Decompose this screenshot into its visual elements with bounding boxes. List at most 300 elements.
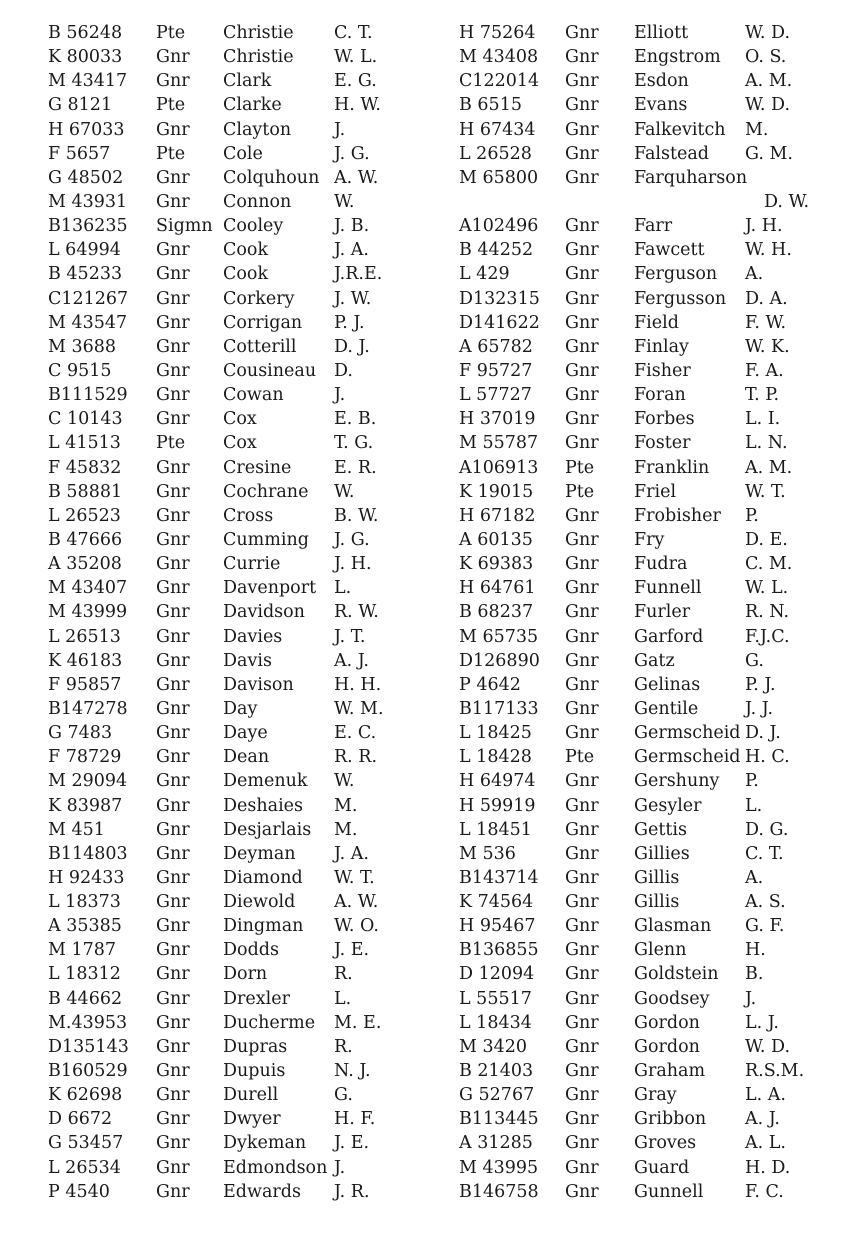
entry-rank: Gnr <box>565 409 599 430</box>
entry-num: L 64994 <box>48 240 121 261</box>
entry-initials: J. <box>334 1157 346 1178</box>
entry-initials: W. L. <box>334 47 378 68</box>
entry-initials: M. E. <box>334 1012 382 1033</box>
entry-rank: Gnr <box>156 747 190 768</box>
entry-surname: Clark <box>223 71 272 92</box>
entry-initials: J. <box>334 385 346 406</box>
entry-rank: Gnr <box>156 1157 190 1178</box>
entry-initials: R. <box>334 964 353 985</box>
entry-num: F 45832 <box>48 457 122 478</box>
entry-rank: Gnr <box>565 360 599 381</box>
entry-num: F 5657 <box>48 143 111 164</box>
entry-num: G 7483 <box>48 723 113 744</box>
entry-initials: A. W. <box>334 892 379 913</box>
entry-rank: Gnr <box>156 191 190 212</box>
entry-num: B 56248 <box>48 23 123 43</box>
roll-entry <box>459 407 839 431</box>
roll-entry <box>459 625 839 649</box>
roll-entry <box>459 938 839 962</box>
entry-initials: L. J. <box>745 1012 779 1033</box>
entry-surname: Ferguson <box>634 264 718 285</box>
entry-surname: Glasman <box>634 916 712 937</box>
entry-num: D 12094 <box>459 964 535 985</box>
entry-initials: M. <box>334 819 358 840</box>
entry-surname: Esdon <box>634 71 689 92</box>
roll-entry <box>459 262 839 286</box>
roll-entry <box>459 552 839 576</box>
entry-num: L 55517 <box>459 988 532 1009</box>
entry-rank: Gnr <box>565 964 599 985</box>
entry-initials: J. <box>334 119 346 140</box>
entry-rank: Gnr <box>156 481 190 502</box>
entry-initials: H. F. <box>334 1109 376 1130</box>
roll-entry <box>48 238 440 262</box>
entry-initials: E. G. <box>334 71 377 92</box>
entry-initials: R. R. <box>334 747 378 768</box>
entry-rank: Gnr <box>156 771 190 792</box>
roll-entry <box>48 383 440 407</box>
entry-rank: Gnr <box>156 674 190 695</box>
entry-rank: Gnr <box>565 336 599 357</box>
roll-entry <box>48 504 440 528</box>
entry-num: K 69383 <box>459 554 534 575</box>
roll-entry <box>459 818 839 842</box>
roll-entry <box>459 190 839 214</box>
entry-rank: Gnr <box>156 843 190 864</box>
entry-initials: D. J. <box>745 723 781 744</box>
entry-rank: Gnr <box>565 819 599 840</box>
entry-surname: Garford <box>634 626 704 647</box>
entry-initials: G. <box>334 1085 353 1106</box>
entry-num: A 60135 <box>459 529 533 550</box>
entry-surname: Farquharson <box>634 167 748 188</box>
entry-num: M 65735 <box>459 626 539 647</box>
entry-initials: R. N. <box>745 602 790 623</box>
right-column <box>459 21 839 1204</box>
entry-rank: Gnr <box>565 1133 599 1154</box>
roll-entry <box>48 118 440 142</box>
entry-surname: Goldstein <box>634 964 719 985</box>
entry-num: M 451 <box>48 819 105 840</box>
roll-entry <box>48 528 440 552</box>
entry-num: M 43408 <box>459 47 539 68</box>
roll-entry <box>459 504 839 528</box>
entry-initials: E. R. <box>334 457 377 478</box>
entry-initials: D. W. <box>764 191 810 212</box>
entry-rank: Gnr <box>565 1012 599 1033</box>
entry-num: L 18451 <box>459 819 532 840</box>
entry-num: C 9515 <box>48 360 112 381</box>
entry-initials: G. F. <box>745 916 785 937</box>
entry-surname: Cook <box>223 240 269 261</box>
entry-rank: Gnr <box>565 433 599 454</box>
entry-num: D126890 <box>459 650 540 671</box>
entry-num: H 95467 <box>459 916 536 937</box>
entry-rank: Gnr <box>565 119 599 140</box>
entry-initials: J. G. <box>334 143 370 164</box>
entry-initials: W. D. <box>745 23 791 43</box>
entry-rank: Gnr <box>565 1157 599 1178</box>
entry-surname: Demenuk <box>223 771 308 792</box>
entry-surname: Davies <box>223 626 283 647</box>
entry-initials: C. T. <box>745 843 784 864</box>
entry-surname: Gribbon <box>634 1109 707 1130</box>
entry-surname: Dorn <box>223 964 268 985</box>
entry-surname: Diewold <box>223 892 296 913</box>
roll-entry <box>48 142 440 166</box>
entry-surname: Desjarlais <box>223 819 312 840</box>
entry-initials: W. <box>334 481 355 502</box>
entry-surname: Clayton <box>223 119 292 140</box>
entry-surname: Gillis <box>634 867 680 888</box>
entry-surname: Dupuis <box>223 1061 286 1082</box>
entry-initials: F. W. <box>745 312 787 333</box>
entry-rank: Gnr <box>156 288 190 309</box>
roll-entry <box>459 600 839 624</box>
entry-rank: Gnr <box>156 892 190 913</box>
entry-initials: D. <box>334 360 353 381</box>
entry-num: M 43407 <box>48 578 128 599</box>
entry-initials: J. W. <box>334 288 372 309</box>
entry-rank: Gnr <box>565 240 599 261</box>
entry-surname: Ducherme <box>223 1012 316 1033</box>
entry-rank: Gnr <box>565 940 599 961</box>
entry-rank: Gnr <box>565 1036 599 1057</box>
entry-initials: G. <box>745 650 764 671</box>
entry-initials: J. J. <box>745 698 774 719</box>
entry-surname: Fry <box>634 529 665 550</box>
roll-entry <box>48 1011 440 1035</box>
entry-rank: Gnr <box>156 1012 190 1033</box>
entry-initials: H. <box>745 940 766 961</box>
entry-rank: Gnr <box>565 626 599 647</box>
entry-surname: Cook <box>223 264 269 285</box>
roll-entry <box>48 262 440 286</box>
entry-surname: Drexler <box>223 988 290 1009</box>
roll-entry <box>459 1180 839 1204</box>
entry-surname: Dykeman <box>223 1133 307 1154</box>
entry-num: L 429 <box>459 264 510 285</box>
entry-initials: L. I. <box>745 409 781 430</box>
entry-surname: Cole <box>223 143 263 164</box>
entry-initials: B. <box>745 964 764 985</box>
roll-entry <box>459 287 839 311</box>
roll-entry <box>48 311 440 335</box>
entry-rank: Gnr <box>565 167 599 188</box>
entry-initials: A. M. <box>745 457 793 478</box>
entry-surname: Engstrom <box>634 47 721 68</box>
entry-initials: A. S. <box>745 892 786 913</box>
entry-surname: Guard <box>634 1157 690 1178</box>
roll-entry <box>459 456 839 480</box>
roll-entry <box>459 142 839 166</box>
entry-initials: D. G. <box>745 819 789 840</box>
entry-initials: W. K. <box>745 336 790 357</box>
entry-rank: Gnr <box>156 71 190 92</box>
entry-surname: Dwyer <box>223 1109 281 1130</box>
entry-initials: J.R.E. <box>334 264 383 285</box>
entry-initials: J. G. <box>334 529 370 550</box>
entry-rank: Gnr <box>156 602 190 623</box>
entry-surname: Dingman <box>223 916 304 937</box>
entry-num: M 3420 <box>459 1036 528 1057</box>
entry-initials: W. D. <box>745 95 791 116</box>
entry-rank: Gnr <box>565 385 599 406</box>
entry-num: L 26513 <box>48 626 121 647</box>
entry-initials: J. A. <box>334 843 369 864</box>
roll-entry <box>48 1180 440 1204</box>
entry-surname: Friel <box>634 481 677 502</box>
entry-num: M 43417 <box>48 71 128 92</box>
entry-surname: Glenn <box>634 940 687 961</box>
entry-rank: Gnr <box>156 360 190 381</box>
entry-rank: Gnr <box>156 457 190 478</box>
entry-num: H 64761 <box>459 578 536 599</box>
entry-surname: Gatz <box>634 650 675 671</box>
entry-initials: A. J. <box>745 1109 780 1130</box>
entry-initials: W. O. <box>334 916 379 937</box>
entry-rank: Gnr <box>156 626 190 647</box>
entry-initials: P. J. <box>334 312 365 333</box>
entry-initials: W. T. <box>745 481 786 502</box>
entry-initials: H. D. <box>745 1157 791 1178</box>
roll-entry <box>48 745 440 769</box>
entry-num: B146758 <box>459 1181 539 1202</box>
entry-num: M 3688 <box>48 336 117 357</box>
entry-rank: Gnr <box>565 143 599 164</box>
entry-surname: Corrigan <box>223 312 303 333</box>
entry-num: F 78729 <box>48 747 122 768</box>
entry-num: P 4642 <box>459 674 521 695</box>
entry-num: A 65782 <box>459 336 533 357</box>
entry-surname: Graham <box>634 1061 706 1082</box>
roll-entry <box>48 962 440 986</box>
entry-initials: T. G. <box>334 433 374 454</box>
roll-entry <box>459 1107 839 1131</box>
entry-num: B160529 <box>48 1061 128 1082</box>
entry-rank: Gnr <box>156 964 190 985</box>
entry-num: K 19015 <box>459 481 534 502</box>
entry-initials: J. B. <box>334 216 370 237</box>
entry-rank: Gnr <box>156 650 190 671</box>
roll-entry <box>459 214 839 238</box>
roll-entry <box>459 528 839 552</box>
roll-entry <box>48 866 440 890</box>
entry-num: L 26523 <box>48 505 121 526</box>
entry-num: B113445 <box>459 1109 539 1130</box>
entry-surname: Davis <box>223 650 272 671</box>
entry-initials: J. <box>745 988 757 1009</box>
entry-initials: W. <box>334 771 355 792</box>
entry-initials: R. W. <box>334 602 379 623</box>
entry-num: L 26528 <box>459 143 532 164</box>
entry-surname: Gordon <box>634 1012 700 1033</box>
entry-num: M 29094 <box>48 771 128 792</box>
roll-entry <box>48 190 440 214</box>
entry-num: D132315 <box>459 288 540 309</box>
roll-entry <box>459 914 839 938</box>
entry-num: L 18312 <box>48 964 121 985</box>
entry-initials: W. H. <box>745 240 792 261</box>
entry-initials: A. J. <box>334 650 369 671</box>
entry-initials: J. H. <box>334 554 372 575</box>
entry-rank: Gnr <box>156 167 190 188</box>
entry-rank: Gnr <box>156 1109 190 1130</box>
roll-entry <box>48 480 440 504</box>
entry-surname: Falstead <box>634 143 709 164</box>
entry-num: F 95857 <box>48 674 122 695</box>
roll-entry <box>459 431 839 455</box>
entry-rank: Pte <box>156 23 186 43</box>
roll-entry <box>459 118 839 142</box>
entry-initials: P. J. <box>745 674 776 695</box>
roll-entry <box>459 21 839 45</box>
roll-entry <box>459 45 839 69</box>
entry-initials: G. M. <box>745 143 793 164</box>
entry-rank: Gnr <box>156 1061 190 1082</box>
entry-surname: Funnell <box>634 578 702 599</box>
entry-num: H 64974 <box>459 771 536 792</box>
entry-rank: Gnr <box>156 819 190 840</box>
entry-surname: Cotterill <box>223 336 297 357</box>
entry-surname: Gunnell <box>634 1181 704 1202</box>
entry-num: B136235 <box>48 216 128 237</box>
entry-num: H 67033 <box>48 119 125 140</box>
entry-num: B 44252 <box>459 240 534 261</box>
roll-entry <box>48 407 440 431</box>
roll-entry <box>459 745 839 769</box>
entry-initials: W. <box>334 191 355 212</box>
entry-surname: Cowan <box>223 385 284 406</box>
entry-rank: Gnr <box>565 723 599 744</box>
entry-surname: Gelinas <box>634 674 701 695</box>
entry-rank: Gnr <box>565 95 599 116</box>
entry-num: B 44662 <box>48 988 123 1009</box>
roll-entry <box>459 866 839 890</box>
roll-entry <box>459 987 839 1011</box>
entry-surname: Field <box>634 312 679 333</box>
entry-surname: Gillies <box>634 843 690 864</box>
entry-num: M 65800 <box>459 167 539 188</box>
roll-entry <box>48 287 440 311</box>
entry-surname: Gray <box>634 1085 677 1106</box>
entry-num: H 75264 <box>459 23 536 43</box>
roll-entry <box>459 1131 839 1155</box>
entry-initials: A. M. <box>745 71 793 92</box>
roll-entry <box>459 1011 839 1035</box>
entry-num: M 43999 <box>48 602 128 623</box>
roll-entry <box>48 842 440 866</box>
entry-surname: Finlay <box>634 336 689 357</box>
roll-entry <box>48 45 440 69</box>
entry-rank: Gnr <box>565 650 599 671</box>
entry-initials: A. W. <box>334 167 379 188</box>
roll-entry <box>459 383 839 407</box>
entry-rank: Gnr <box>565 795 599 816</box>
entry-num: K 74564 <box>459 892 534 913</box>
entry-surname: Edwards <box>223 1181 301 1202</box>
entry-initials: J. R. <box>334 1181 370 1202</box>
roll-entry <box>48 1107 440 1131</box>
entry-num: K 80033 <box>48 47 123 68</box>
entry-surname: Currie <box>223 554 281 575</box>
roll-entry <box>48 794 440 818</box>
entry-initials: P. <box>745 505 759 526</box>
entry-initials: M. <box>334 795 358 816</box>
roll-entry <box>459 166 839 190</box>
entry-num: L 18428 <box>459 747 532 768</box>
roll-entry <box>459 1059 839 1083</box>
entry-initials: O. S. <box>745 47 787 68</box>
entry-rank: Gnr <box>565 1109 599 1130</box>
roll-entry <box>48 600 440 624</box>
entry-surname: Clarke <box>223 95 282 116</box>
entry-num: H 37019 <box>459 409 536 430</box>
roll-entry <box>48 697 440 721</box>
entry-rank: Gnr <box>156 312 190 333</box>
entry-initials: D. J. <box>334 336 370 357</box>
entry-initials: D. E. <box>745 529 788 550</box>
roll-entry <box>459 1083 839 1107</box>
entry-num: G 8121 <box>48 95 113 116</box>
roll-entry <box>459 673 839 697</box>
entry-num: K 62698 <box>48 1085 123 1106</box>
entry-initials: T. P. <box>745 385 780 406</box>
entry-num: B 47666 <box>48 529 123 550</box>
entry-rank: Gnr <box>565 71 599 92</box>
entry-num: A102496 <box>459 216 539 237</box>
entry-rank: Gnr <box>565 771 599 792</box>
entry-rank: Pte <box>565 747 595 768</box>
entry-initials: R. <box>334 1036 353 1057</box>
entry-rank: Gnr <box>156 1181 190 1202</box>
entry-initials: B. W. <box>334 505 379 526</box>
entry-surname: Fudra <box>634 554 688 575</box>
entry-initials: E. B. <box>334 409 377 430</box>
entry-num: D141622 <box>459 312 540 333</box>
entry-initials: A. L. <box>745 1133 786 1154</box>
entry-num: A106913 <box>459 457 539 478</box>
roll-entry <box>48 359 440 383</box>
entry-num: B114803 <box>48 843 128 864</box>
roll-entry <box>459 311 839 335</box>
entry-rank: Gnr <box>565 47 599 68</box>
roll-entry <box>459 697 839 721</box>
entry-rank: Gnr <box>156 1133 190 1154</box>
entry-surname: Christie <box>223 47 294 68</box>
roll-entry <box>48 69 440 93</box>
roll-entry <box>48 625 440 649</box>
entry-rank: Gnr <box>565 578 599 599</box>
entry-num: P 4540 <box>48 1181 110 1202</box>
roll-entry <box>459 238 839 262</box>
entry-initials: L. <box>334 578 352 599</box>
entry-initials: H. W. <box>334 95 381 116</box>
entry-rank: Gnr <box>156 1036 190 1057</box>
entry-rank: Gnr <box>565 916 599 937</box>
entry-num: A 35208 <box>48 554 122 575</box>
entry-rank: Gnr <box>156 1085 190 1106</box>
entry-surname: Christie <box>223 23 294 43</box>
entry-num: M 43547 <box>48 312 128 333</box>
entry-rank: Gnr <box>565 216 599 237</box>
entry-surname: Goodsey <box>634 988 710 1009</box>
entry-rank: Gnr <box>565 1085 599 1106</box>
entry-initials: A. <box>745 264 764 285</box>
entry-surname: Cox <box>223 409 257 430</box>
entry-initials: N. J. <box>334 1061 371 1082</box>
entry-surname: Falkevitch <box>634 119 726 140</box>
